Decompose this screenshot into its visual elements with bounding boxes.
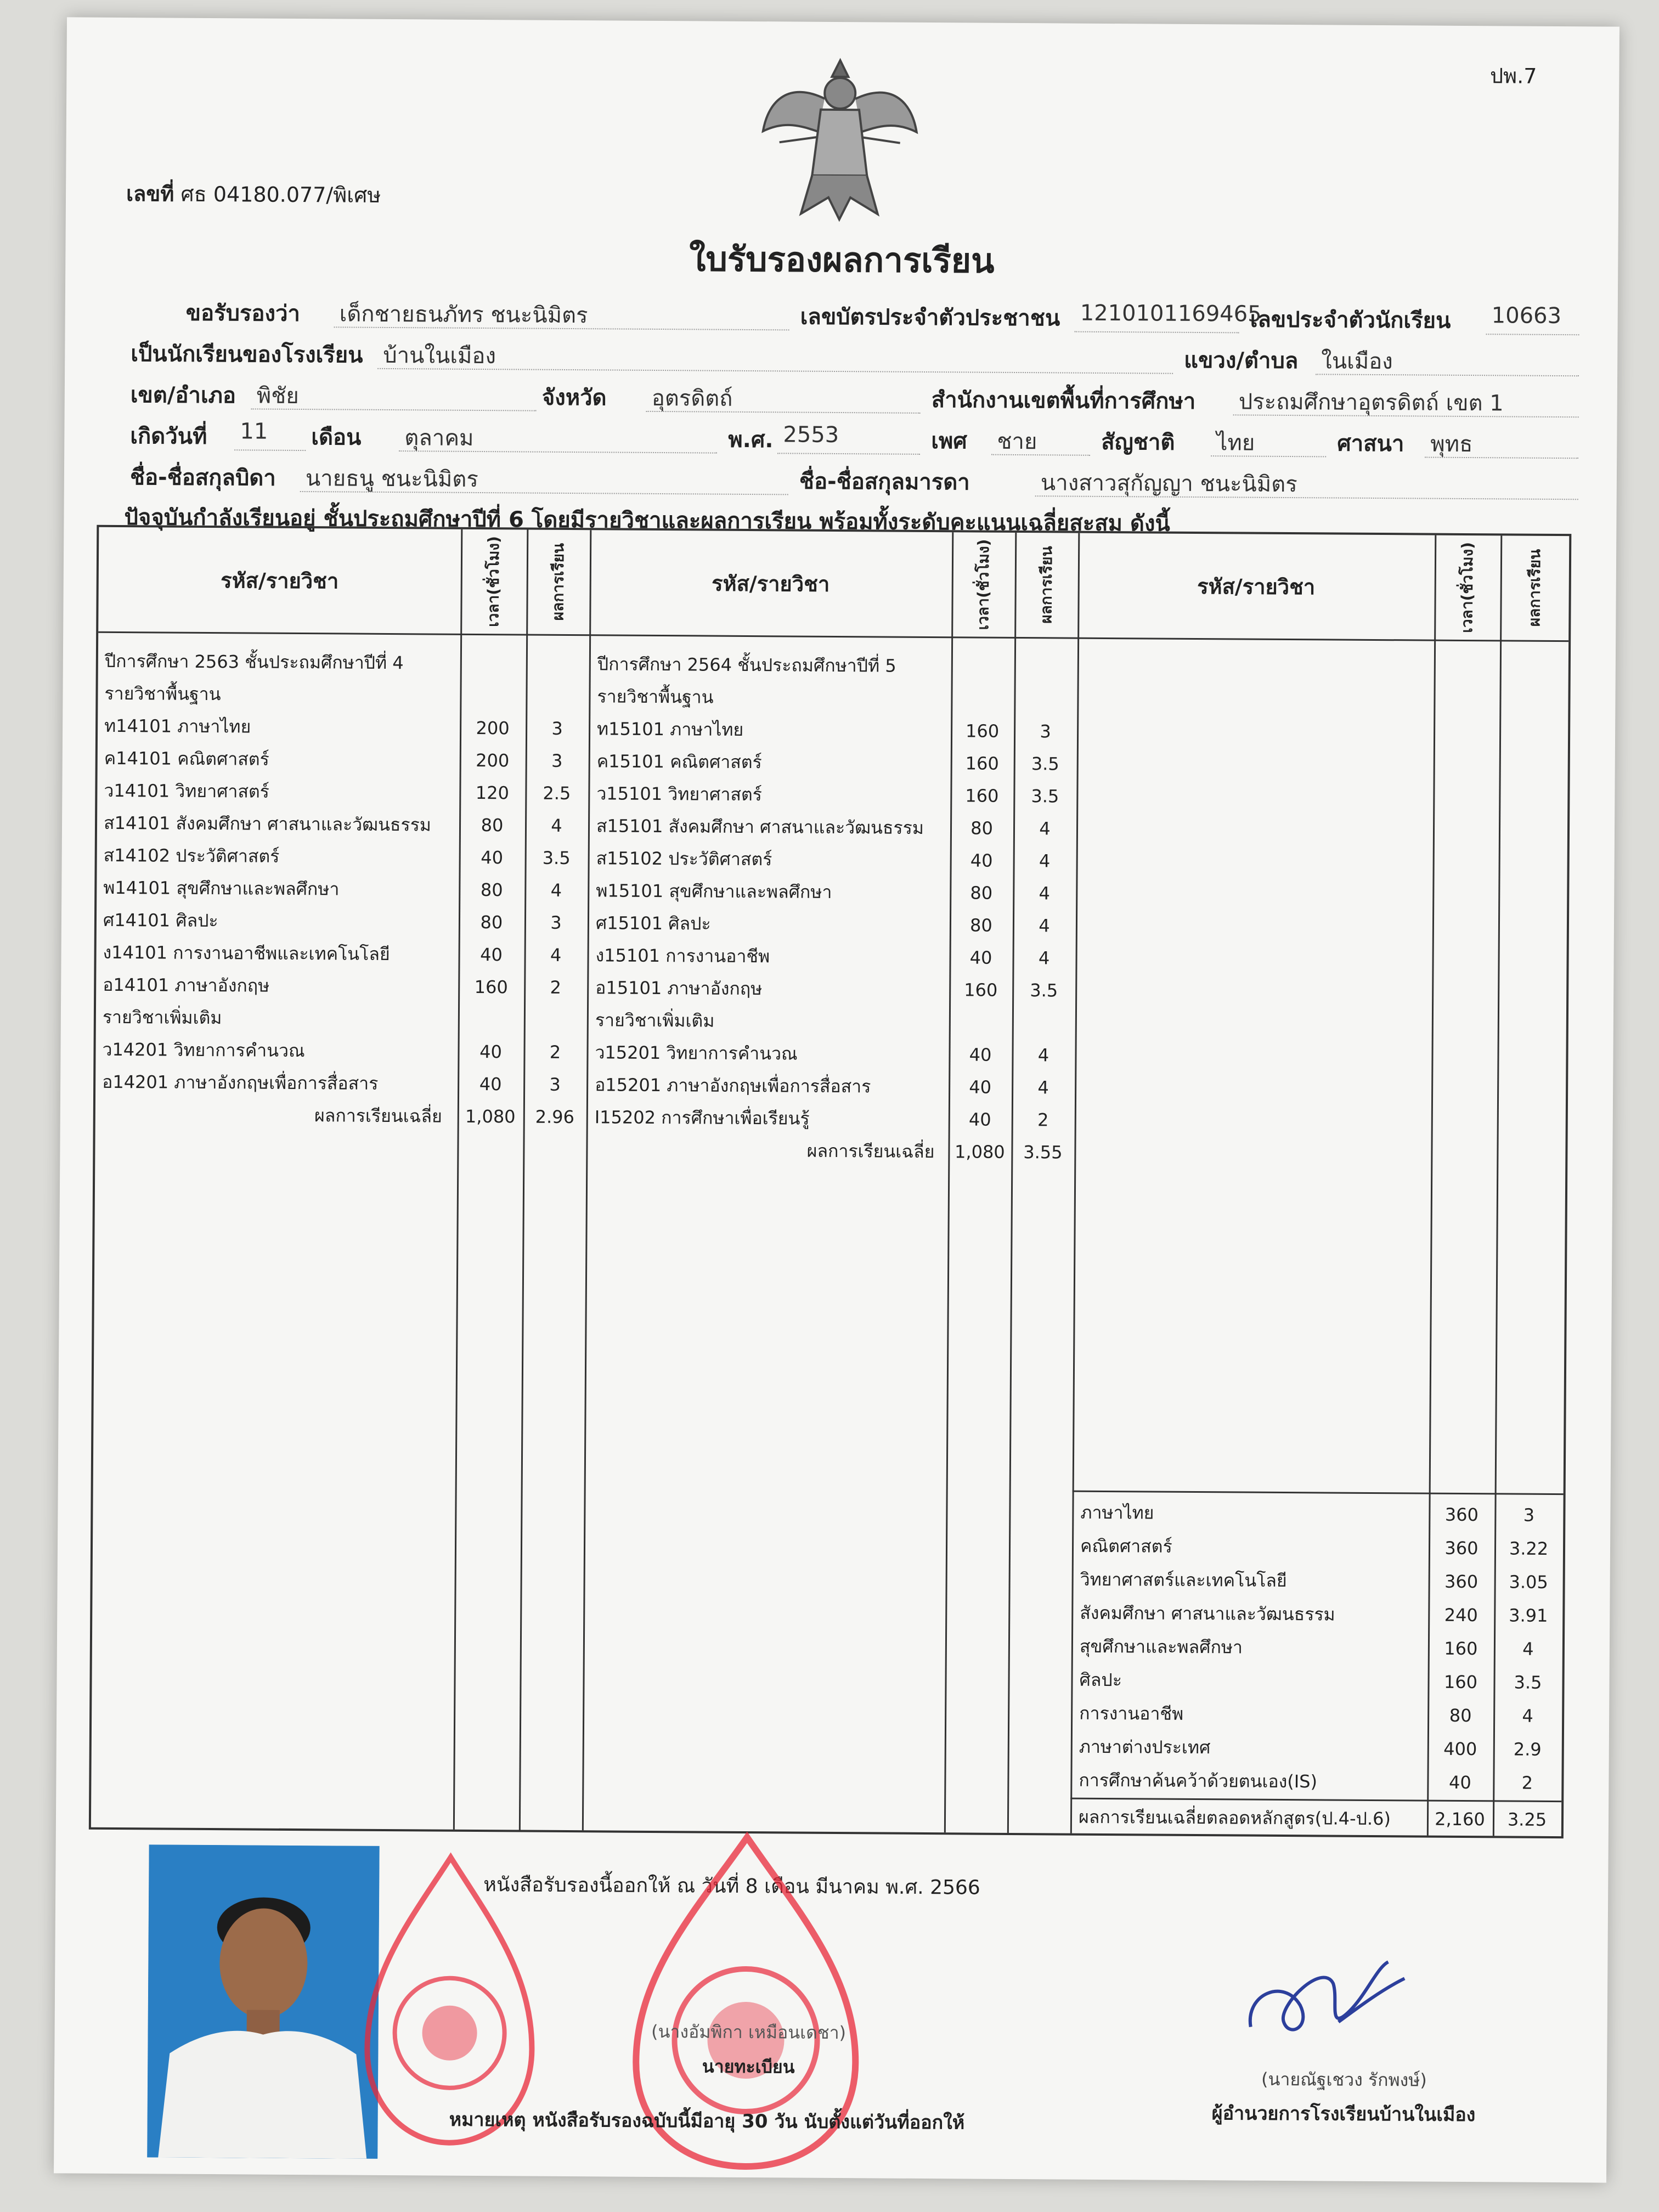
subject-grade: 2	[550, 977, 562, 998]
office-value: ประถมศึกษาอุตรดิตถ์ เขต 1	[1238, 389, 1504, 416]
average-label: ผลการเรียนเฉลี่ย	[314, 1105, 442, 1127]
subject-name: ว14201 วิทยาการคำนวณ	[102, 1039, 305, 1062]
subject-name: อ15201 ภาษาอังกฤษเพื่อการสื่อสาร	[595, 1074, 871, 1097]
father-value: นายธนู ชนะนิมิตร	[305, 466, 478, 492]
subject-name: ค14101 คณิตศาสตร์	[104, 747, 269, 770]
section-heading: รายวิชาพื้นฐาน	[104, 682, 221, 705]
info-line-5	[130, 459, 1578, 506]
summary-subject: สุขศึกษาและพลศึกษา	[1079, 1635, 1243, 1658]
subject-grade: 3	[551, 718, 563, 739]
subject-grade: 3	[551, 750, 563, 771]
summary-grade: 4	[1522, 1638, 1534, 1660]
section-heading: รายวิชาพื้นฐาน	[597, 686, 714, 708]
summary-grade: 3.05	[1509, 1571, 1548, 1593]
student-no-label: เลขประจำตัวนักเรียน	[1250, 307, 1451, 334]
subject-name: พ14101 สุขศึกษาและพลศึกษา	[103, 877, 340, 900]
summary-grade: 3	[1523, 1504, 1535, 1526]
birth-month-value: ตุลาคม	[404, 425, 474, 451]
mother-label: ชื่อ-ชื่อสกุลมารดา	[799, 469, 970, 495]
subject-hours: 40	[968, 1109, 991, 1130]
subject-grade: 4	[550, 944, 562, 966]
subject-name: ท15101 ภาษาไทย	[597, 718, 744, 740]
subject-grade: 4	[550, 879, 562, 901]
subject-hours: 160	[964, 979, 998, 1001]
subject-name: ว15201 วิทยาการคำนวณ	[595, 1042, 798, 1064]
serial-value: ศธ 04180.077/พิเศษ	[180, 182, 381, 207]
subject-name: ง15101 การงานอาชีพ	[595, 945, 770, 967]
subject-hours: 40	[969, 1076, 992, 1098]
summary-hours: 160	[1443, 1671, 1478, 1693]
subject-name: ส15101 สังคมศึกษา ศาสนาและวัฒนธรรม	[596, 815, 924, 838]
current-study: ปัจจุบันกำลังเรียนอยู่ ชั้นประถมศึกษาปีที่ 6 โดยมีรายวิชาและผลการเรียน พร้อมทั้งระดับคะแนนเฉลี่ยสะสม ดังนี้	[124, 505, 1170, 537]
subject-hours: 200	[476, 717, 510, 739]
average-label: ผลการเรียนเฉลี่ย	[806, 1140, 935, 1163]
subject-grade: 3.5	[1031, 786, 1059, 807]
student-no-value: 10663	[1491, 303, 1562, 329]
subject-grade: 3	[1040, 721, 1051, 742]
summary-hours: 360	[1444, 1571, 1479, 1593]
subject-hours: 80	[480, 879, 503, 901]
student-portrait-icon	[147, 1844, 379, 2159]
district-value: พิชัย	[256, 383, 299, 409]
subject-hours: 160	[965, 753, 999, 774]
school-value: บ้านในเมือง	[383, 342, 496, 369]
registrar-name: (นางอัมพิกา เหมือนเดชา)	[651, 2021, 847, 2044]
total-grade: 3.25	[1507, 1809, 1547, 1830]
subject-hours: 160	[965, 720, 1000, 742]
religion-value: พุทธ	[1430, 431, 1473, 458]
subdistrict-label: แขวง/ตำบล	[1184, 347, 1299, 374]
header-grade-3: ผลการเรียน	[1525, 549, 1544, 627]
subject-name: ว15101 วิทยาศาสตร์	[596, 783, 763, 805]
subject-name: ว14101 วิทยาศาสตร์	[104, 780, 270, 802]
birth-month-label: เดือน	[311, 425, 362, 450]
registrar-block	[630, 2018, 867, 2082]
header-subject-3: รหัส/รายวิชา	[1197, 574, 1316, 599]
subject-hours: 80	[969, 915, 992, 936]
birth-day-label: เกิดวันที่	[130, 424, 207, 449]
total-label: ผลการเรียนเฉลี่ยตลอดหลักสูตร(ป.4-ป.6)	[1078, 1806, 1391, 1830]
summary-grade: 2.9	[1513, 1739, 1542, 1760]
school-label: เป็นนักเรียนของโรงเรียน	[131, 341, 363, 368]
subject-hours: 40	[481, 847, 504, 868]
average-grade: 3.55	[1023, 1142, 1063, 1163]
section-heading: รายวิชาเพิ่มเติม	[102, 1006, 222, 1029]
subject-name: ศ15101 ศิลปะ	[595, 912, 711, 934]
district-label: เขต/อำเภอ	[130, 382, 236, 409]
subject-grade: 4	[1039, 883, 1051, 904]
summary-grade: 4	[1522, 1705, 1533, 1726]
summary-hours: 80	[1449, 1705, 1472, 1726]
subject-name: ง14101 การงานอาชีพและเทคโนโลยี	[103, 941, 390, 965]
validity-note: หมายเหตุ หนังสือรับรองฉบับนี้มีอายุ 30 วัน นับตั้งแต่วันที่ออกให้	[449, 2108, 965, 2134]
office-label: สำนักงานเขตพื้นที่การศึกษา	[931, 387, 1196, 414]
province-label: จังหวัด	[541, 385, 607, 411]
subject-hours: 160	[965, 785, 999, 806]
subject-name: ศ14101 ศิลปะ	[103, 909, 218, 932]
sex-label: เพศ	[931, 428, 967, 454]
summary-grade: 3.91	[1509, 1605, 1548, 1626]
subject-grade: 4	[1037, 1045, 1049, 1066]
director-title: ผู้อำนวยการโรงเรียนบ้านในเมือง	[1211, 2102, 1476, 2126]
province-value: อุตรดิตถ์	[651, 385, 733, 411]
subject-name: ค15101 คณิตศาสตร์	[596, 751, 762, 773]
subject-hours: 160	[474, 976, 508, 998]
subject-name: ท14101 ภาษาไทย	[104, 715, 251, 737]
summary-subject: ศิลปะ	[1079, 1669, 1122, 1691]
subject-name: อ14201 ภาษาอังกฤษเพื่อการสื่อสาร	[102, 1071, 379, 1094]
summary-subject: วิทยาศาสตร์และเทคโนโลยี	[1080, 1568, 1287, 1592]
header-hours-3: เวลา(ชั่วโมง)	[1458, 542, 1477, 633]
subject-hours: 40	[969, 947, 992, 968]
summary-hours: 360	[1444, 1537, 1479, 1559]
id-card-label: เลขบัตรประจำตัวประชาชน	[800, 304, 1060, 331]
info-line-3	[131, 377, 1579, 424]
section-heading: รายวิชาเพิ่มเติม	[595, 1009, 715, 1031]
summary-hours: 160	[1444, 1638, 1478, 1660]
subject-grade: 3.5	[1031, 753, 1059, 775]
header-subject-1: รหัส/รายวิชา	[221, 568, 339, 593]
nationality-label: สัญชาติ	[1101, 429, 1175, 455]
subject-name: ส15102 ประวัติศาสตร์	[596, 848, 772, 870]
subject-grade: 2	[1037, 1109, 1049, 1131]
page-title: ใบรับรองผลการเรียน	[689, 239, 995, 281]
sex-value: ชาย	[997, 428, 1037, 455]
subject-name: ส14101 สังคมศึกษา ศาสนาและวัฒนธรรม	[103, 812, 432, 836]
subject-grade: 4	[1038, 947, 1050, 969]
header-hours-1: เวลา(ชั่วโมง)	[484, 536, 503, 628]
summary-hours: 400	[1443, 1738, 1477, 1760]
section-heading: ปีการศึกษา 2563 ชั้นประถมศึกษาปีที่ 4	[104, 650, 404, 674]
subject-grade: 4	[1037, 1077, 1049, 1098]
subject-name: I15202 การศึกษาเพื่อเรียนรู้	[594, 1107, 810, 1129]
birth-year-label: พ.ศ.	[728, 427, 774, 453]
subject-hours: 80	[480, 912, 503, 933]
certify-label: ขอรับรองว่า	[185, 300, 301, 326]
subject-name: ส14102 ประวัติศาสตร์	[103, 844, 280, 867]
info-line-2	[131, 336, 1579, 383]
serial-number	[126, 177, 381, 212]
subject-name: อ15101 ภาษาอังกฤษ	[595, 977, 763, 1000]
id-card-value: 1210101169465	[1080, 300, 1262, 327]
grades-table	[89, 525, 1571, 1838]
average-hours: 1,080	[465, 1105, 516, 1127]
subject-hours: 80	[481, 815, 504, 836]
subject-hours: 40	[969, 1044, 992, 1065]
header-subject-2: รหัส/รายวิชา	[712, 571, 830, 596]
issue-date: หนังสือรับรองนี้ออกให้ ณ วันที่ 8 เดือน มีนาคม พ.ศ. 2566	[483, 1874, 980, 1899]
student-name: เด็กชายธนภัทร ชนะนิมิตร	[339, 301, 588, 329]
average-hours: 1,080	[954, 1141, 1005, 1163]
summary-subject: การงานอาชีพ	[1079, 1702, 1184, 1724]
total-hours: 2,160	[1435, 1808, 1485, 1830]
subject-hours: 120	[475, 782, 510, 804]
subject-hours: 200	[476, 749, 510, 771]
summary-hours: 40	[1448, 1771, 1471, 1793]
director-name: (นายณัฐเชวง รักพงษ์)	[1261, 2068, 1427, 2091]
registrar-title: นายทะเบียน	[702, 2056, 795, 2078]
summary-hours: 240	[1444, 1604, 1478, 1626]
summary-subject: สังคมศึกษา ศาสนาและวัฒนธรรม	[1080, 1602, 1335, 1625]
header-grade-1: ผลการเรียน	[548, 543, 567, 621]
summary-grade: 2	[1521, 1772, 1533, 1793]
subject-hours: 40	[480, 944, 503, 966]
subject-grade: 3	[550, 912, 562, 933]
student-photo	[147, 1844, 379, 2159]
father-label: ชื่อ-ชื่อสกุลบิดา	[129, 465, 276, 491]
subject-hours: 40	[479, 1041, 502, 1063]
summary-subject: คณิตศาสตร์	[1080, 1535, 1172, 1557]
serial-label: เลขที่	[126, 182, 174, 206]
average-grade: 2.96	[535, 1106, 575, 1128]
summary-grade: 3.5	[1514, 1672, 1542, 1693]
summary-hours: 360	[1444, 1504, 1479, 1526]
summary-grade: 3.22	[1509, 1538, 1549, 1559]
info-line-4	[130, 418, 1578, 465]
summary-subject: ภาษาต่างประเทศ	[1079, 1736, 1211, 1758]
subject-hours: 80	[970, 882, 993, 904]
subject-grade: 4	[1039, 915, 1050, 936]
summary-subject: ภาษาไทย	[1080, 1502, 1154, 1523]
nationality-value: ไทย	[1216, 430, 1255, 456]
subject-grade: 2	[549, 1041, 561, 1063]
subject-grade: 4	[1039, 818, 1051, 839]
subject-grade: 3.5	[542, 847, 571, 869]
garuda-emblem-icon	[757, 49, 923, 231]
birth-day-value: 11	[240, 419, 268, 444]
director-signature-icon	[1239, 1945, 1415, 2056]
religion-label: ศาสนา	[1337, 431, 1404, 457]
subject-grade: 3.5	[1030, 980, 1058, 1001]
subject-grade: 3	[549, 1074, 561, 1095]
section-heading: ปีการศึกษา 2564 ชั้นประถมศึกษาปีที่ 5	[597, 653, 896, 676]
subject-name: พ15101 สุขศึกษาและพลศึกษา	[596, 880, 832, 902]
header-hours-2: เวลา(ชั่วโมง)	[973, 539, 992, 630]
subject-name: อ14101 ภาษาอังกฤษ	[103, 974, 270, 996]
form-number: ปพ.7	[1489, 64, 1537, 88]
summary-subject: การศึกษาค้นคว้าด้วยตนเอง(IS)	[1079, 1769, 1318, 1792]
info-line-1	[131, 295, 1579, 342]
subdistrict-value: ในเมือง	[1321, 348, 1393, 375]
subject-grade: 4	[551, 815, 562, 836]
birth-year-value: 2553	[783, 422, 839, 448]
subject-grade: 2.5	[543, 782, 571, 804]
certificate-paper	[54, 17, 1620, 2182]
subject-hours: 40	[970, 850, 993, 871]
mother-value: นางสาวสุกัญญา ชนะนิมิตร	[1040, 470, 1297, 498]
header-grade-2: ผลการเรียน	[1036, 546, 1056, 624]
subject-hours: 80	[970, 817, 994, 839]
subject-hours: 40	[479, 1074, 502, 1095]
subject-grade: 4	[1039, 850, 1051, 872]
